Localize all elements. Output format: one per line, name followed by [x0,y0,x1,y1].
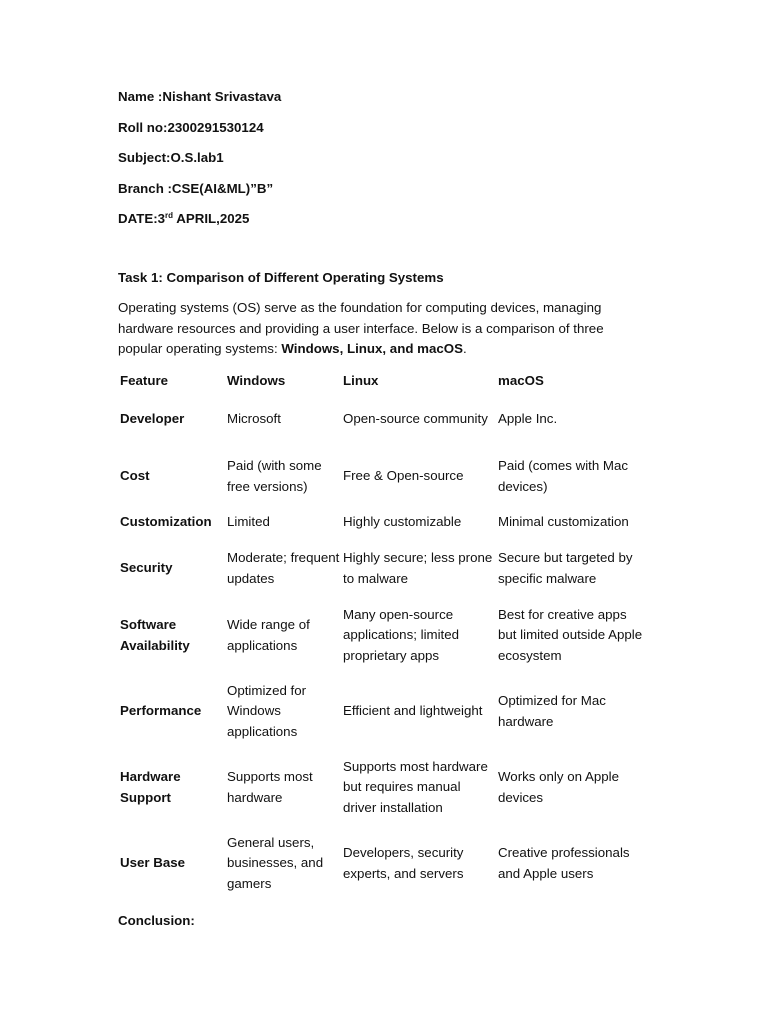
table-row [117,604,643,680]
macos-cell: Best for creative apps but limited outside Apple ecosystem [498,606,643,664]
header-cell-macos: macOS [498,373,544,389]
intro-text: Operating systems (OS) serve as the foundation for computing devices, managing hardware resources and providing a user interface. Below is a comparison of three popular operating systems: [118,300,604,357]
windows-cell: Supports most hardware [227,769,313,805]
linux-cell: Developers, security experts, and servers [343,845,464,881]
linux-cell: Highly secure; less prone to malware [343,550,493,586]
linux-cell: Free & Open-source [343,468,464,484]
linux-cell: Efficient and lightweight [343,703,483,719]
table-row [117,398,643,455]
table-row [117,547,643,604]
macos-cell: Secure but targeted by specific malware [498,550,633,586]
windows-cell: Moderate; frequent updates [227,550,340,586]
table-row [117,832,643,908]
macos-cell: Works only on Apple devices [498,769,619,805]
macos-cell: Minimal customization [498,514,629,530]
linux-cell: Supports most hardware but requires manual driver installation [343,758,488,816]
comparison-table [117,370,643,908]
windows-cell: Microsoft [227,411,281,427]
header-cell-linux: Linux [343,373,379,389]
feature-cell: Performance [120,703,202,719]
subject: Subject:O.S.lab1 [118,150,224,165]
windows-cell: General users, businesses, and gamers [227,834,324,892]
macos-cell: Paid (comes with Mac devices) [498,458,629,494]
intro-bold-os-list: Windows, Linux, and macOS [281,341,463,357]
intro-paragraph [118,298,638,360]
macos-cell: Apple Inc. [498,411,558,427]
feature-cell: Cost [120,468,150,484]
date-suffix: APRIL,2025 [173,211,250,226]
windows-cell: Paid (with some free versions) [227,458,322,494]
date-ordinal: rd [165,211,174,220]
feature-cell: Software Availability [120,617,190,653]
table-row [117,680,643,756]
table-header-row [117,370,643,398]
table-row [117,756,643,832]
task-heading: Task 1: Comparison of Different Operating Systems [118,270,444,285]
roll-number: Roll no:2300291530124 [118,119,264,135]
feature-cell: Security [120,560,173,576]
header-cell-windows: Windows [227,373,286,389]
conclusion-label: Conclusion: [118,912,195,928]
date-prefix: DATE:3 [118,211,166,226]
branch: Branch :CSE(AI&ML)”B” [118,180,274,196]
linux-cell: Open-source community [343,411,488,427]
linux-cell: Highly customizable [343,514,462,530]
macos-cell: Optimized for Mac hardware [498,693,606,729]
date [118,209,768,229]
linux-cell: Many open-source applications; limited proprietary apps [343,606,460,664]
header-cell-feature: Feature [120,373,169,389]
windows-cell: Optimized for Windows applications [227,682,307,740]
feature-cell: Customization [120,514,212,530]
windows-cell: Limited [227,514,270,530]
feature-cell: Hardware Support [120,769,181,805]
feature-cell: User Base [120,855,186,871]
feature-cell: Developer [120,411,185,427]
macos-cell: Creative professionals and Apple users [498,845,630,881]
table-row [117,512,643,547]
table-row [117,455,643,512]
intro-end: . [462,341,467,357]
student-name: Name :Nishant Srivastava [118,89,282,104]
windows-cell: Wide range of applications [227,617,310,653]
